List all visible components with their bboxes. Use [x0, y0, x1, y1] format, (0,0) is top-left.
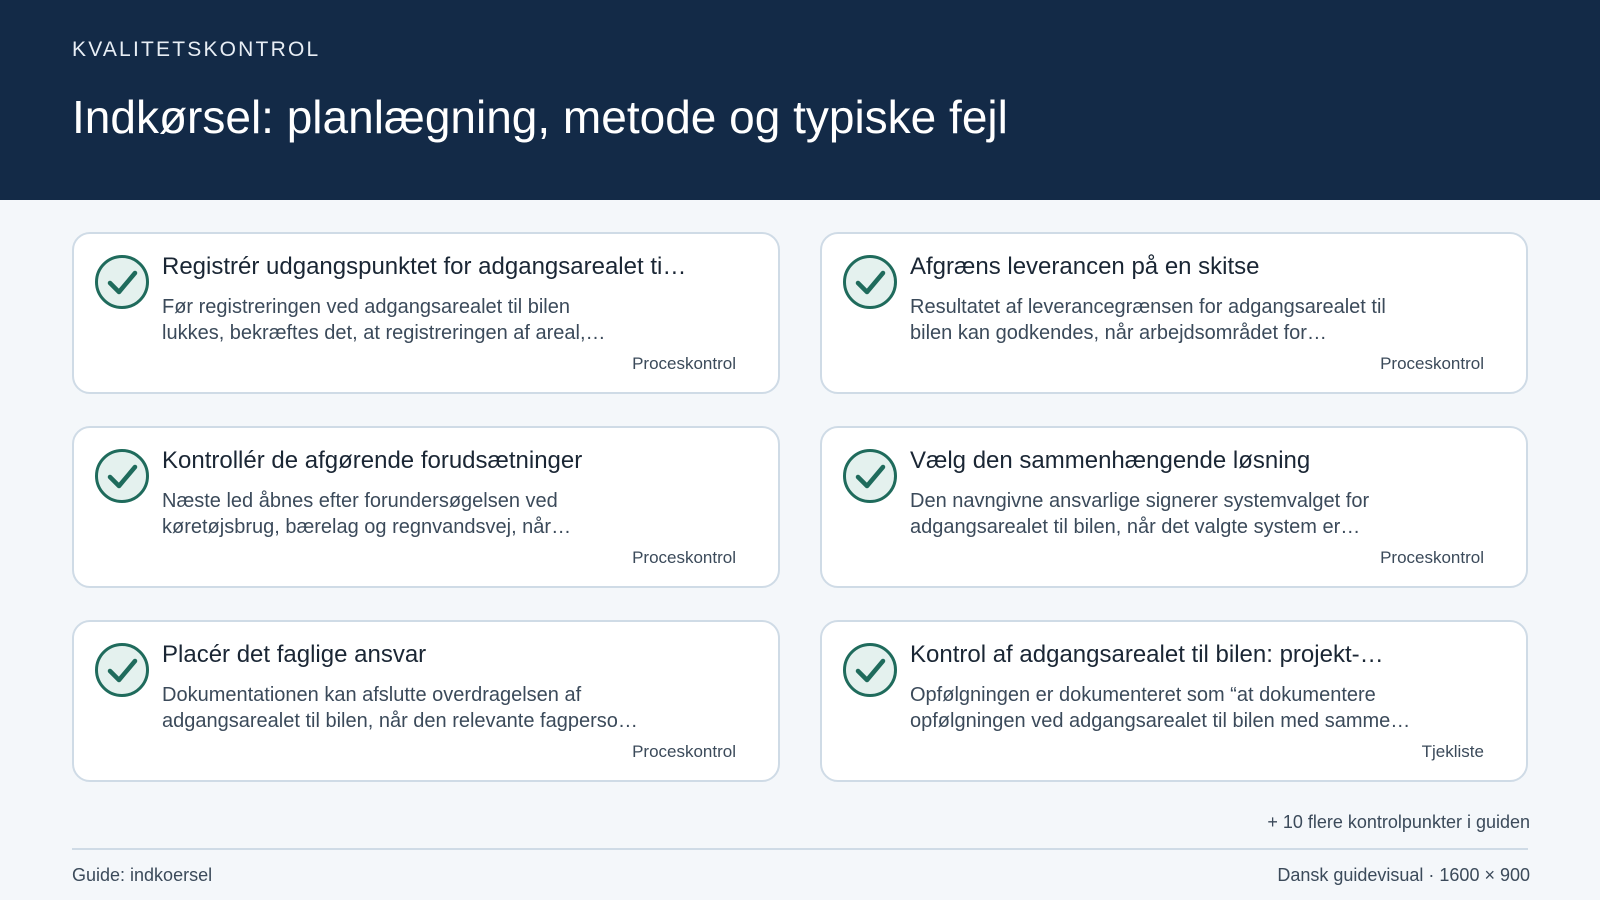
card-description-line: Dokumentationen kan afslutte overdragelsen af — [162, 684, 582, 706]
footer-divider — [72, 848, 1528, 850]
card-description — [910, 488, 1430, 540]
control-card — [72, 426, 780, 588]
card-description — [162, 682, 682, 734]
control-card — [72, 232, 780, 394]
footer-format-label: Dansk guidevisual · 1600 × 900 — [1277, 865, 1530, 885]
more-checkpoints-note: + 10 flere kontrolpunkter i guiden — [1267, 812, 1530, 832]
card-category-tag: Proceskontrol — [1380, 354, 1484, 373]
card-category-tag: Proceskontrol — [632, 548, 736, 567]
control-card — [820, 620, 1528, 782]
check-circle-icon — [842, 642, 898, 698]
card-description — [910, 682, 1430, 734]
check-circle-icon — [94, 448, 150, 504]
header-banner — [0, 0, 1600, 200]
footer-guide-label: Guide: indkoersel — [72, 865, 213, 885]
card-description-line: Opfølgningen er dokumenteret som “at dokumentere — [910, 684, 1376, 706]
card-title: Vælg den sammenhængende løsning — [910, 447, 1311, 474]
card-description-line: adgangsarealet til bilen, når den relevante fagperso… — [162, 710, 638, 732]
check-circle-icon — [94, 642, 150, 698]
check-circle-icon — [842, 254, 898, 310]
card-description-line: adgangsarealet til bilen, når det valgte system er… — [910, 516, 1361, 538]
card-description-line: køretøjsbrug, bærelag og regnvandsvej, når… — [162, 516, 572, 538]
card-description-line: Før registreringen ved adgangsarealet til bilen — [162, 296, 570, 318]
card-description-line: bilen kan godkendes, når arbejdsområdet for… — [910, 322, 1327, 344]
control-card — [820, 426, 1528, 588]
page-title: Indkørsel: planlægning, metode og typiske fejl — [72, 91, 1008, 143]
section-eyebrow: KVALITETSKONTROL — [72, 38, 321, 61]
card-description — [910, 294, 1430, 346]
card-description-line: Den navngivne ansvarlige signerer systemvalget for — [910, 490, 1370, 512]
card-title: Registrér udgangspunktet for adgangsarealet ti… — [162, 253, 687, 280]
card-description-line: lukkes, bekræftes det, at registreringen af areal,… — [162, 322, 606, 344]
card-description-line: Næste led åbnes efter forundersøgelsen ved — [162, 490, 558, 512]
card-description — [162, 294, 682, 346]
card-category-tag: Tjekliste — [1421, 742, 1484, 761]
card-title: Kontrol af adgangsarealet til bilen: projekt-… — [910, 641, 1384, 668]
card-category-tag: Proceskontrol — [1380, 548, 1484, 567]
card-description — [162, 488, 682, 540]
control-card — [72, 620, 780, 782]
card-description-line: opfølgningen ved adgangsarealet til bilen med samme… — [910, 710, 1411, 732]
check-circle-icon — [94, 254, 150, 310]
card-description-line: Resultatet af leverancegrænsen for adgangsarealet til — [910, 296, 1386, 318]
card-title: Placér det faglige ansvar — [162, 641, 427, 668]
card-category-tag: Proceskontrol — [632, 742, 736, 761]
control-card — [820, 232, 1528, 394]
card-title: Afgræns leverancen på en skitse — [910, 253, 1260, 280]
card-title: Kontrollér de afgørende forudsætninger — [162, 447, 583, 474]
card-category-tag: Proceskontrol — [632, 354, 736, 373]
check-circle-icon — [842, 448, 898, 504]
